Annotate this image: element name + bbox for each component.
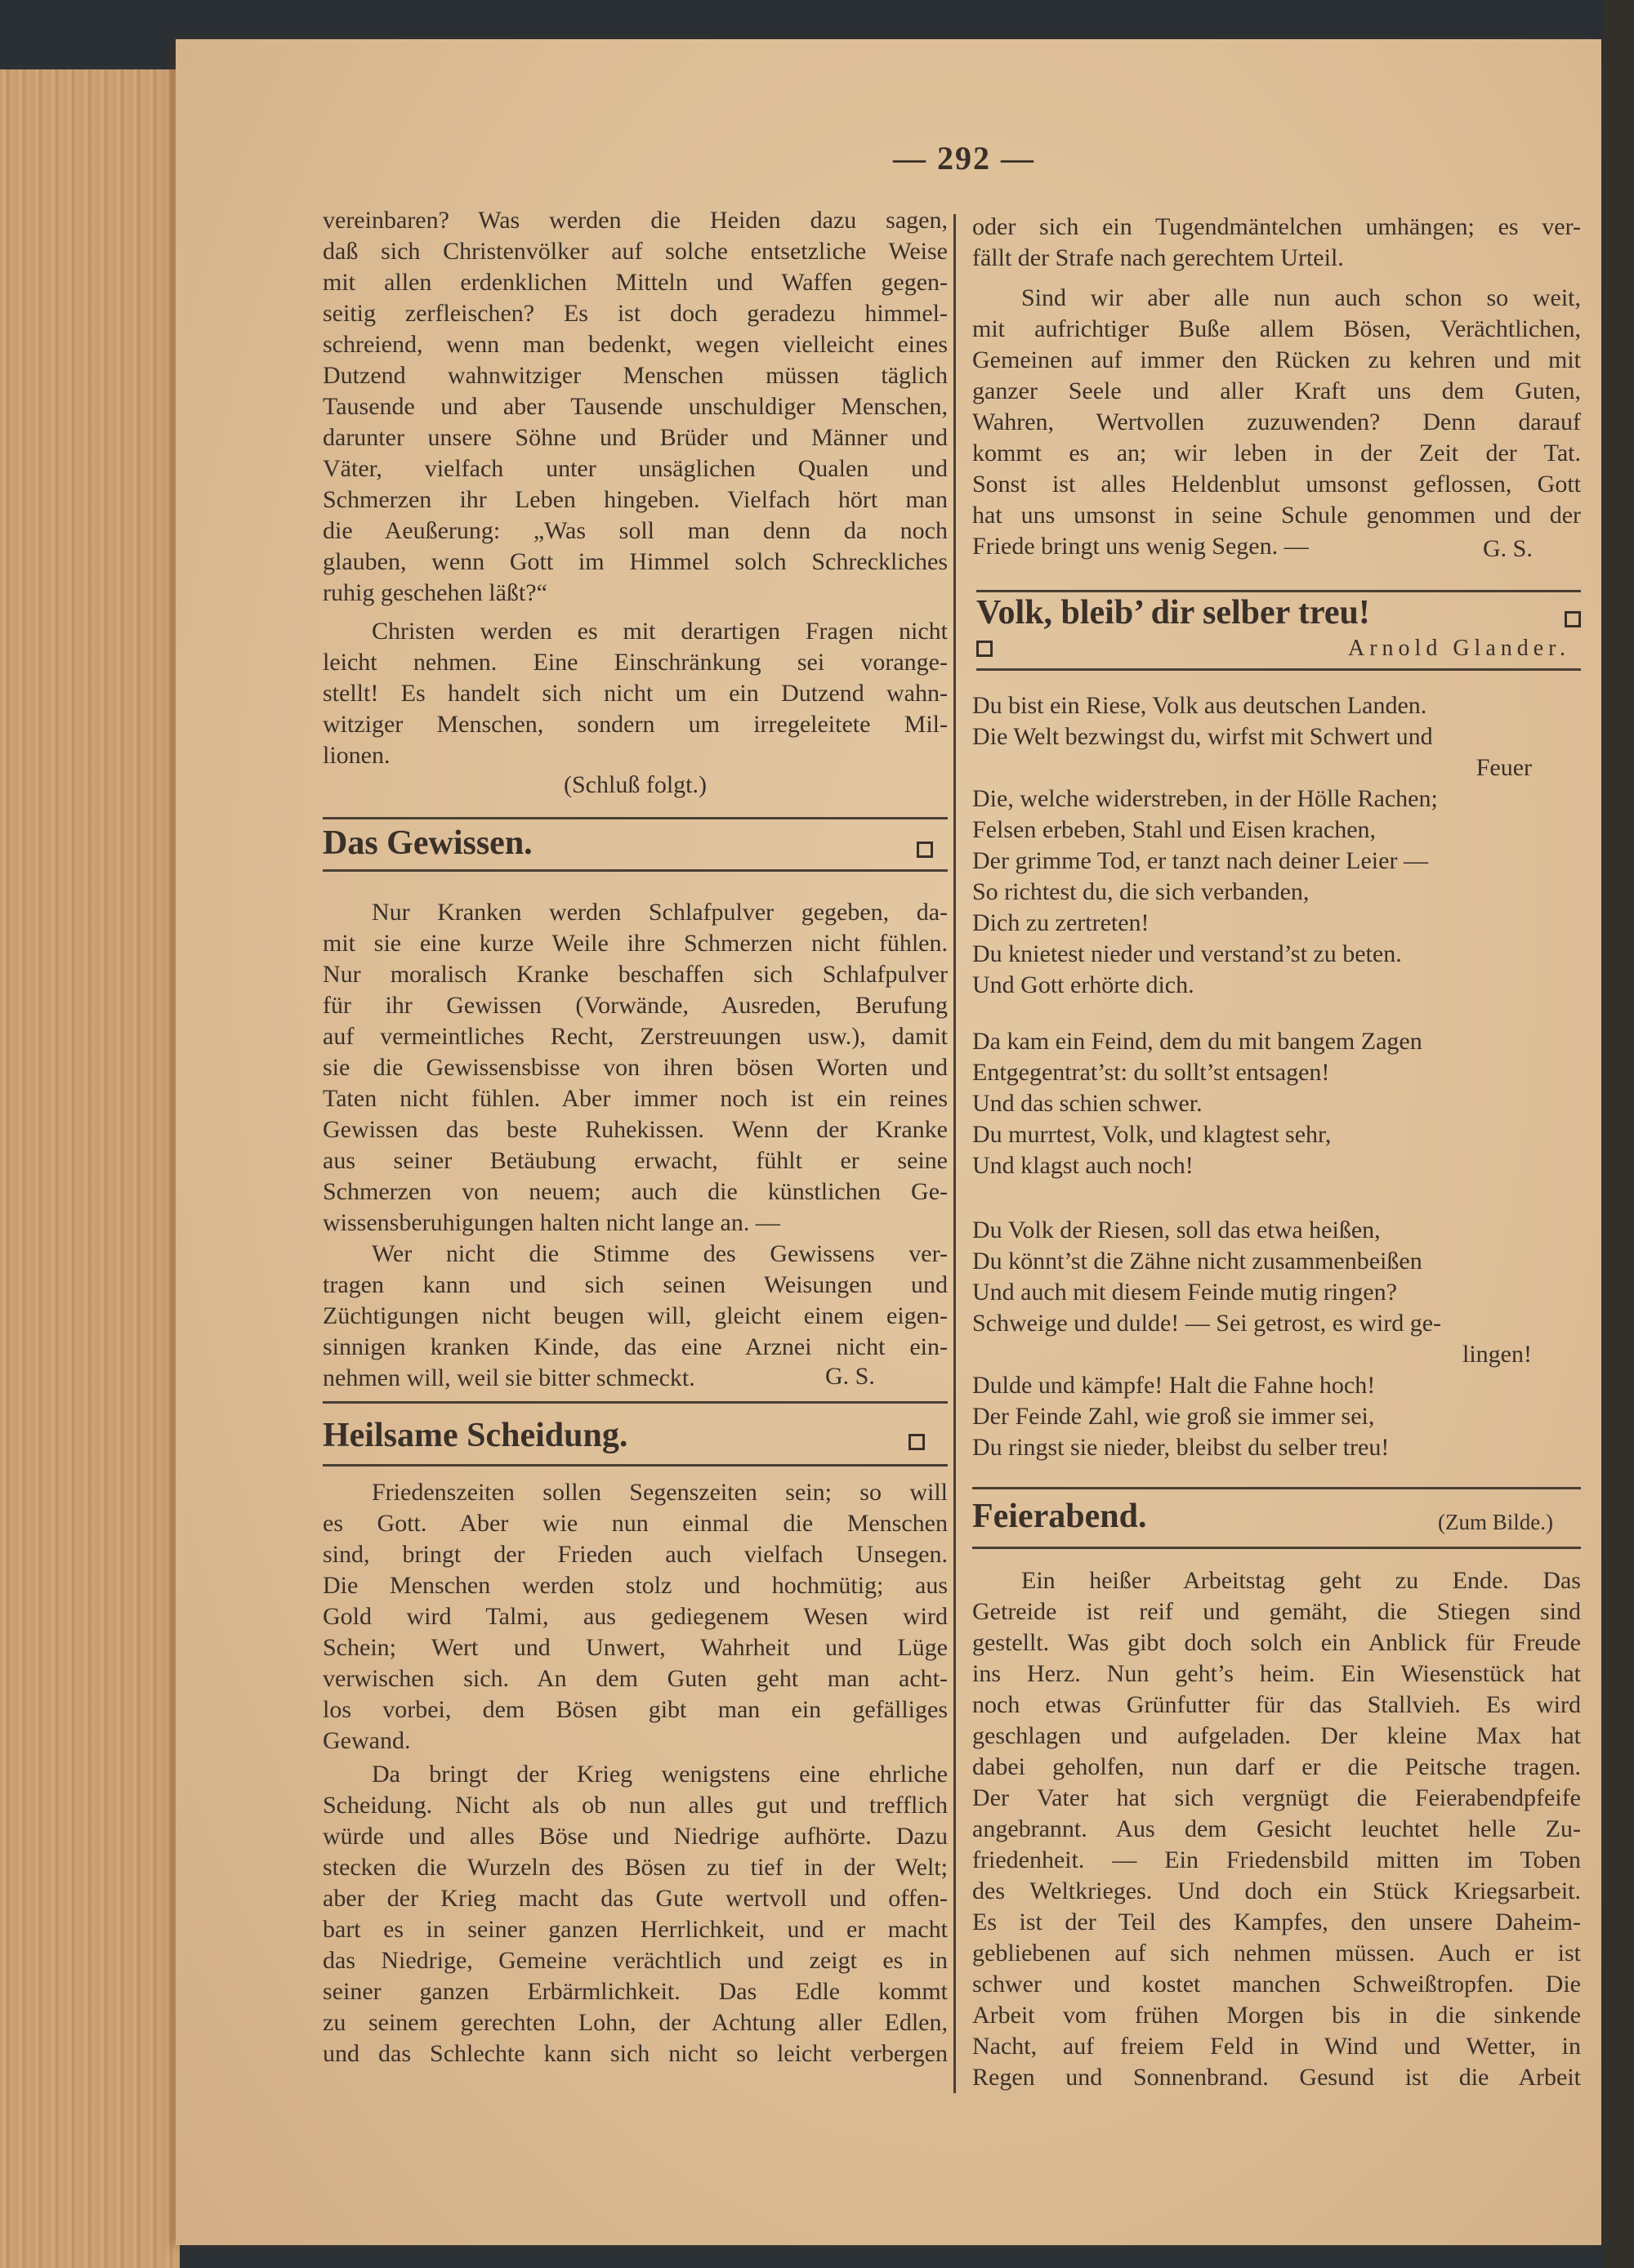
text-line: stellt! Es handelt sich nicht um ein Dutzend wahn- xyxy=(323,680,948,707)
text-line: des Weltkrieges. Und doch ein Stück Kriegsarbeit. xyxy=(972,1877,1581,1904)
text-line: Wer nicht die Stimme des Gewissens ver- xyxy=(372,1240,948,1267)
scheidung-paragraph xyxy=(323,1759,948,2069)
text-line: noch etwas Grünfutter für das Stallvieh. Es wird xyxy=(972,1691,1581,1718)
square-ornament-icon xyxy=(917,842,933,858)
poem-line: Du murrtest, Volk, und klagtest sehr, xyxy=(972,1121,1332,1148)
poem-line: Dulde und kämpfe! Halt die Fahne hoch! xyxy=(972,1372,1376,1399)
poem-line: Und das schien schwer. xyxy=(972,1090,1203,1117)
poem-line: lingen! xyxy=(1462,1341,1532,1368)
section-rule xyxy=(323,1401,948,1404)
text-line: Züchtigungen nicht beugen will, gleicht einem eigen- xyxy=(323,1302,948,1329)
text-line: mit allen erdenklichen Mitteln und Waffen gegen- xyxy=(323,269,948,296)
text-line: stecken die Wurzeln des Bösen zu tief in der Welt; xyxy=(323,1854,948,1881)
text-line: würde und alles Böse und Niedrige aufhörte. Dazu xyxy=(323,1823,948,1850)
text-line: Scheidung. Nicht als ob nun alles gut und trefflich xyxy=(323,1792,948,1819)
text-line: aber der Krieg macht das Gute wertvoll und offen- xyxy=(323,1885,948,1912)
text-line: Da bringt der Krieg wenigstens eine ehrliche xyxy=(372,1761,948,1788)
section-rule xyxy=(976,668,1581,671)
scheidung-paragraph xyxy=(323,1477,948,1757)
text-line: für ihr Gewissen (Vorwände, Ausreden, Berufung xyxy=(323,992,948,1019)
text-line: leicht nehmen. Eine Einschränkung sei vorange- xyxy=(323,649,948,676)
poem-line: Der Feinde Zahl, wie groß sie immer sei, xyxy=(972,1403,1375,1430)
article-continuation-paragraph xyxy=(323,205,948,609)
poem-line: Schweige und dulde! — Sei getrost, es wird ge- xyxy=(972,1310,1442,1337)
poem-line: Du Volk der Riesen, soll das etwa heißen, xyxy=(972,1217,1381,1243)
text-line: ganzer Seele und aller Kraft uns dem Guten, xyxy=(972,377,1581,404)
heading-heilsame-scheidung: Heilsame Scheidung. xyxy=(323,1417,628,1454)
heading-volk-bleib-dir-selber-treu: Volk, bleib’ dir selber treu! xyxy=(976,594,1370,632)
poem-stanza xyxy=(972,690,1581,1001)
text-line: glauben, wenn Gott im Himmel solch Schreckliches xyxy=(323,548,948,575)
poem-stanza xyxy=(972,1215,1581,1463)
poem-line: Und auch mit diesem Feinde mutig ringen? xyxy=(972,1279,1397,1306)
text-line: Wahren, Wertvollen zuzuwenden? Denn darauf xyxy=(972,409,1581,435)
heading-das-gewissen: Das Gewissen. xyxy=(323,824,533,862)
text-line: oder sich ein Tugendmäntelchen umhängen; es ver- xyxy=(972,213,1581,240)
text-line: schwer und kostet manchen Schweißtropfen. Die xyxy=(972,1971,1581,1998)
text-line: los vorbei, dem Bösen gibt man ein gefälliges xyxy=(323,1696,948,1723)
text-line: vereinbaren? Was werden die Heiden dazu sagen, xyxy=(323,207,948,234)
text-line: und das Schlechte kann sich nicht so leicht verbergen xyxy=(323,2040,948,2067)
text-line: Friede bringt uns wenig Segen. — xyxy=(972,533,1309,560)
text-line: hat uns umsonst in seine Schule genommen und der xyxy=(972,502,1581,529)
text-line: Sonst ist alles Heldenblut umsonst geflossen, Gott xyxy=(972,471,1581,498)
text-line: das Niedrige, Gemeine verächtlich und zeigt es in xyxy=(323,1947,948,1974)
poem-line: Du ringst sie nieder, bleibst du selber treu! xyxy=(972,1434,1390,1461)
poem-stanza xyxy=(972,1026,1581,1181)
text-line: auf vermeintliches Recht, Zerstreuungen usw.), damit xyxy=(323,1023,948,1050)
poem-line: Felsen erbeben, Stahl und Eisen krachen, xyxy=(972,816,1377,843)
text-line: fällt der Strafe nach gerechtem Urteil. xyxy=(972,244,1344,271)
text-line: seiner ganzen Erbärmlichkeit. Das Edle kommt xyxy=(323,1978,948,2005)
text-line: dabei geholfen, nun darf er die Peitsche tragen. xyxy=(972,1753,1581,1780)
poem-line: Da kam ein Feind, dem du mit bangem Zagen xyxy=(972,1028,1422,1055)
poem-line: Die, welche widerstreben, in der Hölle Rachen; xyxy=(972,785,1438,812)
text-line: Tausende und aber Tausende unschuldiger Menschen, xyxy=(323,393,948,420)
square-ornament-icon xyxy=(976,641,993,657)
text-line: Arbeit vom frühen Morgen bis in die sinkende xyxy=(972,2002,1581,2029)
section-rule xyxy=(976,590,1581,592)
text-line: gebliebenen auf sich nehmen müssen. Auch er ist xyxy=(972,1940,1581,1967)
text-line: Taten nicht fühlen. Aber immer noch ist ein reines xyxy=(323,1085,948,1112)
text-line: Friedenszeiten sollen Segenszeiten sein; so will xyxy=(372,1479,948,1506)
poem-line: Du bist ein Riese, Volk aus deutschen Landen. xyxy=(972,692,1427,719)
poem-line: Dich zu zertreten! xyxy=(972,909,1150,936)
text-line: Getreide ist reif und gemäht, die Stiegen sind xyxy=(972,1598,1581,1625)
article-continuation-paragraph xyxy=(972,212,1581,274)
text-line: Es ist der Teil des Kampfes, den unsere Daheim- xyxy=(972,1909,1581,1935)
text-line: Gewand. xyxy=(323,1727,411,1754)
text-line: Dutzend wahnwitziger Menschen müssen täglich xyxy=(323,362,948,389)
text-line: Sind wir aber alle nun auch schon so weit, xyxy=(1021,284,1581,311)
text-line: Christen werden es mit derartigen Fragen nicht xyxy=(372,618,948,645)
text-line: daß sich Christenvölker auf solche entsetzliche Weise xyxy=(323,238,948,265)
text-line: sie die Gewissensbisse von ihren bösen Worten und xyxy=(323,1054,948,1081)
text-line: Väter, vielfach unter unsäglichen Qualen und xyxy=(323,455,948,482)
feierabend-note: (Zum Bilde.) xyxy=(1438,1510,1553,1534)
text-line: ins Herz. Nun geht’s heim. Ein Wiesenstück hat xyxy=(972,1660,1581,1687)
text-line: aus seiner Betäubung erwacht, fühlt er seine xyxy=(323,1147,948,1174)
heading-feierabend: Feierabend. xyxy=(972,1498,1147,1535)
section-rule xyxy=(972,1547,1581,1549)
poem-line: Feuer xyxy=(1476,754,1532,781)
text-line: seitig zerfleischen? Es ist doch geradezu himmel- xyxy=(323,300,948,327)
text-line: Gold wird Talmi, aus gediegenem Wesen wird xyxy=(323,1603,948,1630)
text-line: Schmerzen von neuem; auch die künstlichen Ge- xyxy=(323,1178,948,1205)
article-continuation-paragraph xyxy=(972,283,1581,562)
text-line: angebrannt. Aus dem Gesicht leuchtet helle Zu- xyxy=(972,1815,1581,1842)
text-line: kommt es an; wir leben in der Zeit der Tat. xyxy=(972,440,1581,467)
signature: G. S. xyxy=(825,1363,875,1390)
poem-line: So richtest du, die sich verbanden, xyxy=(972,878,1310,905)
text-line: wissensberuhigungen halten nicht lange an. — xyxy=(323,1209,780,1236)
gewissen-paragraph xyxy=(323,897,948,1239)
text-line: witziger Menschen, sondern um irregeleitete Mil- xyxy=(323,711,948,738)
poem-line: Der grimme Tod, er tanzt nach deiner Leier — xyxy=(972,847,1428,874)
text-line: es Gott. Aber wie nun einmal die Menschen xyxy=(323,1510,948,1537)
book-cover-edge xyxy=(1603,0,1634,2268)
square-ornament-icon xyxy=(1565,611,1581,627)
text-line: nehmen will, weil sie bitter schmeckt. xyxy=(323,1364,695,1391)
continued-note-text: (Schluß folgt.) xyxy=(564,771,707,798)
text-line: friedenheit. — Ein Friedensbild mitten im Toben xyxy=(972,1846,1581,1873)
section-rule xyxy=(323,869,948,872)
section-rule xyxy=(972,1487,1581,1489)
article-continuation-paragraph xyxy=(323,616,948,771)
text-line: darunter unsere Söhne und Brüder und Männer und xyxy=(323,424,948,451)
text-line: zu seinem gerechten Lohn, der Achtung aller Edlen, xyxy=(323,2009,948,2036)
column-divider xyxy=(953,214,956,2093)
poem-line: Entgegentrat’st: du sollt’st entsagen! xyxy=(972,1059,1330,1086)
section-rule xyxy=(323,817,948,819)
poem-line: Du könnt’st die Zähne nicht zusammenbeißen xyxy=(972,1248,1422,1275)
square-ornament-icon xyxy=(909,1434,925,1450)
text-line: schreiend, wenn man bedenkt, wegen vielleicht eines xyxy=(323,331,948,358)
text-line: ruhig geschehen läßt?“ xyxy=(323,579,547,606)
text-line: Nur moralisch Kranke beschaffen sich Schlafpulver xyxy=(323,961,948,988)
text-line: bart es in seiner ganzen Herrlichkeit, und er macht xyxy=(323,1916,948,1943)
text-line: mit sie eine kurze Weile ihre Schmerzen nicht fühlen. xyxy=(323,930,948,957)
text-line: mit aufrichtiger Buße allem Bösen, Verächtlichen, xyxy=(972,315,1581,342)
poem-line: Du knietest nieder und verstand’st zu beten. xyxy=(972,940,1402,967)
page-edges xyxy=(0,69,180,2268)
poem-author: Arnold Glander. xyxy=(1348,636,1570,661)
text-line: Regen und Sonnenbrand. Gesund ist die Arbeit xyxy=(972,2064,1581,2091)
text-line: Gewissen das beste Ruhekissen. Wenn der Kranke xyxy=(323,1116,948,1143)
continued-note xyxy=(323,770,948,801)
text-line: Schmerzen ihr Leben hingeben. Vielfach hört man xyxy=(323,486,948,513)
text-line: Schein; Wert und Unwert, Wahrheit und Lüge xyxy=(323,1634,948,1661)
feierabend-paragraph xyxy=(972,1565,1581,2093)
text-line: gestellt. Was gibt doch solch ein Anblick für Freude xyxy=(972,1629,1581,1656)
poem-line: Die Welt bezwingst du, wirfst mit Schwert und xyxy=(972,723,1433,750)
text-line: geschlagen und aufgeladen. Der kleine Max hat xyxy=(972,1722,1581,1749)
text-line: verwischen sich. An dem Guten geht man acht- xyxy=(323,1665,948,1692)
page-number: — 292 — xyxy=(893,140,1035,176)
text-line: Gemeinen auf immer den Rücken zu kehren und mit xyxy=(972,346,1581,373)
text-line: Nacht, auf freiem Feld in Wind und Wetter, in xyxy=(972,2033,1581,2060)
text-line: sinnigen kranken Kinde, das eine Arznei nicht ein- xyxy=(323,1333,948,1360)
section-rule xyxy=(323,1464,948,1467)
signature: G. S. xyxy=(1483,535,1533,562)
text-line: Der Vater hat sich vergnügt die Feierabendpfeife xyxy=(972,1784,1581,1811)
text-line: tragen kann und sich seinen Weisungen und xyxy=(323,1271,948,1298)
poem-line: Und klagst auch noch! xyxy=(972,1152,1194,1179)
text-line: Nur Kranken werden Schlafpulver gegeben, da- xyxy=(372,899,948,926)
text-line: Ein heißer Arbeitstag geht zu Ende. Das xyxy=(1021,1567,1581,1594)
text-line: die Aeußerung: „Was soll man denn da noch xyxy=(323,517,948,544)
text-line: sind, bringt der Frieden auch vielfach Unsegen. xyxy=(323,1541,948,1568)
poem-line: Und Gott erhörte dich. xyxy=(972,971,1194,998)
text-line: lionen. xyxy=(323,742,391,769)
text-line: Die Menschen werden stolz und hochmütig; aus xyxy=(323,1572,948,1599)
